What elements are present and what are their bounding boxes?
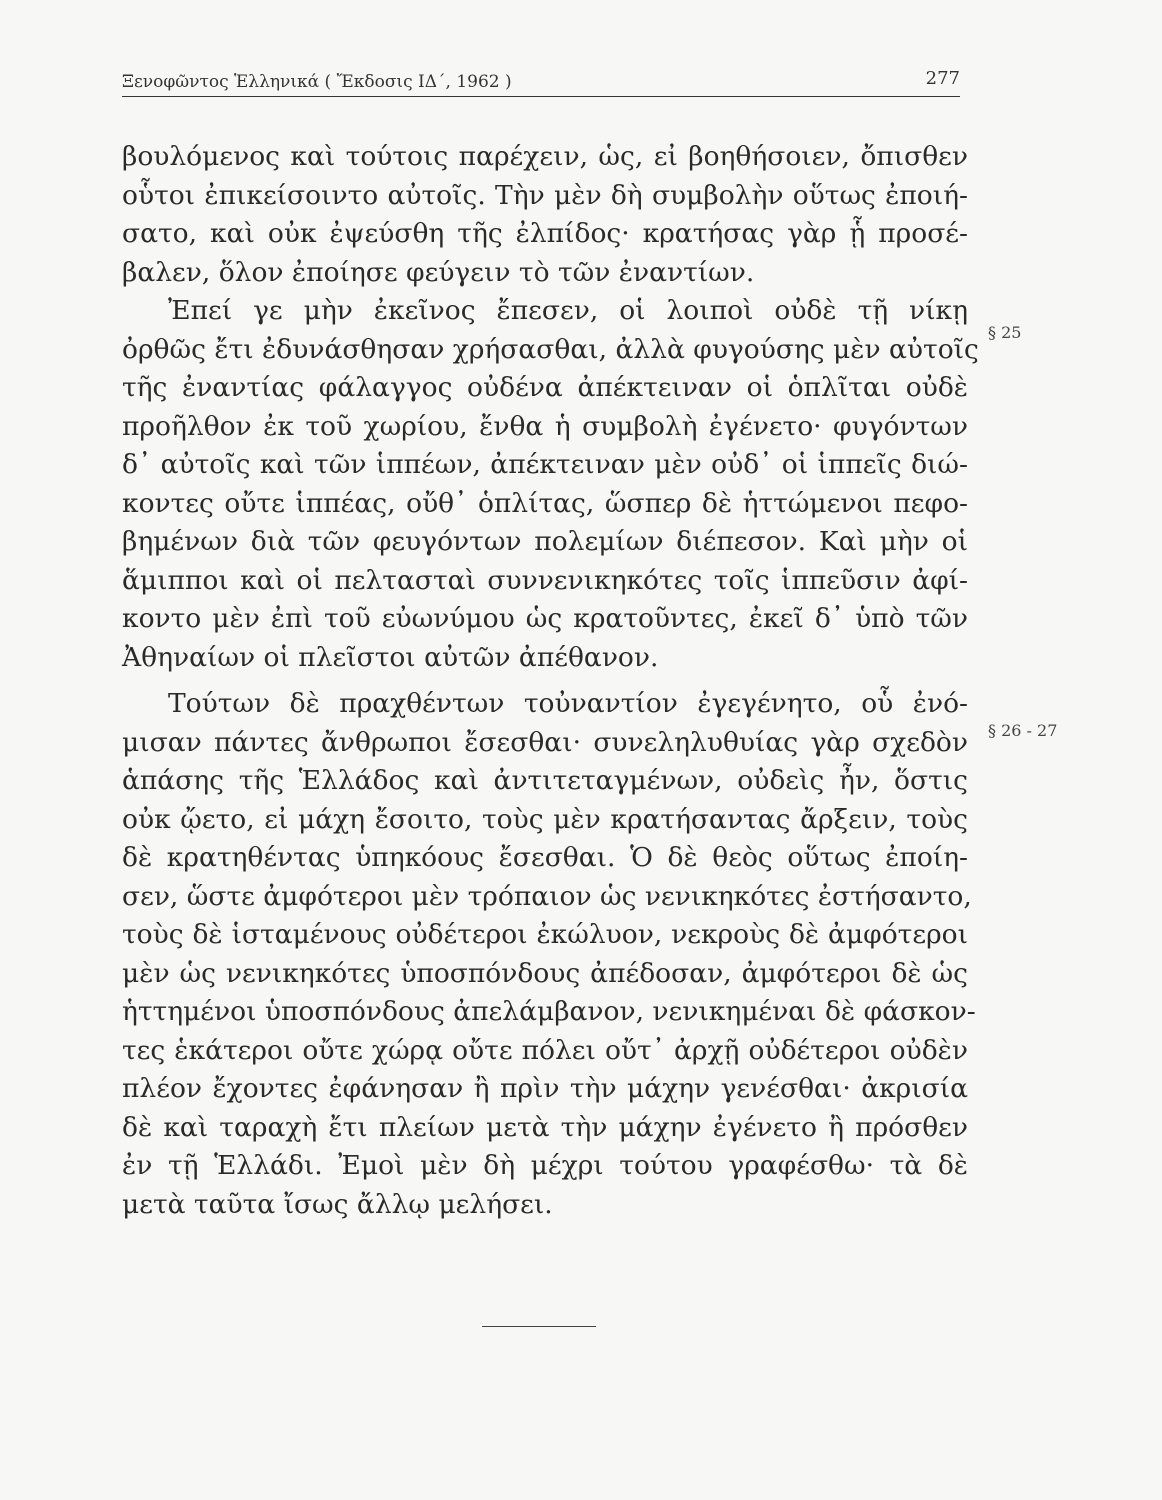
text-line: κοντες οὔτε ἱππέας, οὔθ᾽ ὁπλίτας, ὥσπερ δὲ ἡττώμενοι πεφο-	[122, 487, 968, 519]
text-line: βουλόμενος καὶ τούτοις παρέχειν, ὡς, εἰ βοηθήσοιεν, ὄπισθεν	[122, 141, 968, 172]
page-number: 277	[925, 68, 960, 89]
text-line: ἁπάσης τῆς Ἑλλάδος καὶ ἀντιτεταγμένων, οὐδεὶς ἦν, ὅστις	[122, 765, 968, 796]
text-line: τῆς ἐναντίας φάλαγγος οὐδένα ἀπέκτειναν οἱ ὁπλῖται οὐδὲ	[122, 372, 968, 403]
text-line: προῆλθον ἐκ τοῦ χωρίου, ἔνθα ἡ συμβολὴ ἐγένετο· φυγόντων	[122, 410, 968, 442]
text-line: βαλεν, ὅλον ἐποίησε φεύγειν τὸ τῶν ἐναντίων.	[122, 256, 755, 288]
margin-section-note: § 26 - 27	[988, 721, 1058, 740]
header-title: Ξενοφῶντος Ἑλληνικά ( Ἔκδοσις ΙΔ΄, 1962 )	[122, 72, 512, 92]
text-line: μὲν ὡς νενικηκότες ὑποσπόνδους ἀπέδοσαν, ἀμφότεροι δὲ ὡς	[122, 957, 968, 989]
text-line: οὐκ ᾤετο, εἰ μάχη ἔσοιτο, τοὺς μὲν κρατήσαντας ἄρξειν, τοὺς	[122, 803, 968, 835]
text-line: μετὰ ταῦτα ἴσως ἄλλῳ μελήσει.	[122, 1188, 553, 1220]
text-line: Ἀθηναίων οἱ πλεῖστοι αὐτῶν ἀπέθανον.	[122, 641, 659, 673]
end-rule	[482, 1326, 596, 1327]
text-line: οὗτοι ἐπικείσοιντο αὐτοῖς. Τὴν μὲν δὴ συμβολὴν οὕτως ἐποιή-	[122, 179, 968, 211]
text-line: τοὺς δὲ ἱσταμένους οὐδέτεροι ἐκώλυον, νεκροὺς δὲ ἀμφότεροι	[122, 919, 968, 950]
text-line: δ᾽ αὐτοῖς καὶ τῶν ἱππέων, ἀπέκτειναν μὲν οὐδ᾽ οἱ ἱππεῖς διώ-	[122, 449, 968, 480]
text-line: πλέον ἔχοντες ἐφάνησαν ἢ πρὶν τὴν μάχην γενέσθαι· ἀκρισία	[122, 1073, 968, 1104]
text-line: τες ἑκάτεροι οὔτε χώρᾳ οὔτε πόλει οὔτ᾽ ἀρχῇ οὐδέτεροι οὐδὲν	[122, 1034, 968, 1066]
text-line: Ἐπεί γε μὴν ἐκεῖνος ἔπεσεν, οἱ λοιποὶ οὐδὲ τῇ νίκῃ	[168, 295, 968, 326]
running-header	[122, 70, 960, 97]
text-line: ἐν τῇ Ἑλλάδι. Ἐμοὶ μὲν δὴ μέχρι τούτου γραφέσθω· τὰ δὲ	[122, 1150, 968, 1181]
text-line: δὲ κρατηθέντας ὑπηκόους ἔσεσθαι. Ὁ δὲ θεὸς οὕτως ἐποίη-	[122, 842, 968, 873]
text-line: δὲ καὶ ταραχὴ ἔτι πλείων μετὰ τὴν μάχην ἐγένετο ἢ πρόσθεν	[122, 1111, 968, 1143]
main-text	[122, 138, 979, 1224]
text-line: βημένων διὰ τῶν φευγόντων πολεμίων διέπεσον. Καὶ μὴν οἱ	[122, 526, 968, 557]
text-line: σατο, καὶ οὐκ ἐψεύσθη τῆς ἐλπίδος· κρατήσας γὰρ ᾗ προσέ-	[122, 218, 968, 249]
text-line: σεν, ὥστε ἀμφότεροι μὲν τρόπαιον ὡς νενικηκότες ἐστήσαντο,	[122, 880, 972, 912]
margin-section-note: § 25	[988, 323, 1022, 342]
text-line: ἅμιπποι καὶ οἱ πελτασταὶ συννενικηκότες τοῖς ἱππεῦσιν ἀφί-	[122, 564, 968, 596]
text-line: ὀρθῶς ἔτι ἐδυνάσθησαν χρήσασθαι, ἀλλὰ φυγούσης μὲν αὐτοῖς	[122, 333, 979, 365]
text-line: μισαν πάντες ἄνθρωποι ἔσεσθαι· συνεληλυθυίας γὰρ σχεδὸν	[122, 726, 968, 758]
text-line: ἡττημένοι ὑποσπόνδους ἀπελάμβανον, νενικημέναι δὲ φάσκον-	[122, 996, 976, 1027]
text-line: Τούτων δὲ πραχθέντων τοὐναντίον ἐγεγένητο, οὗ ἐνό-	[168, 688, 968, 719]
text-line: κοντο μὲν ἐπὶ τοῦ εὐωνύμου ὡς κρατοῦντες, ἐκεῖ δ᾽ ὑπὸ τῶν	[122, 603, 968, 634]
